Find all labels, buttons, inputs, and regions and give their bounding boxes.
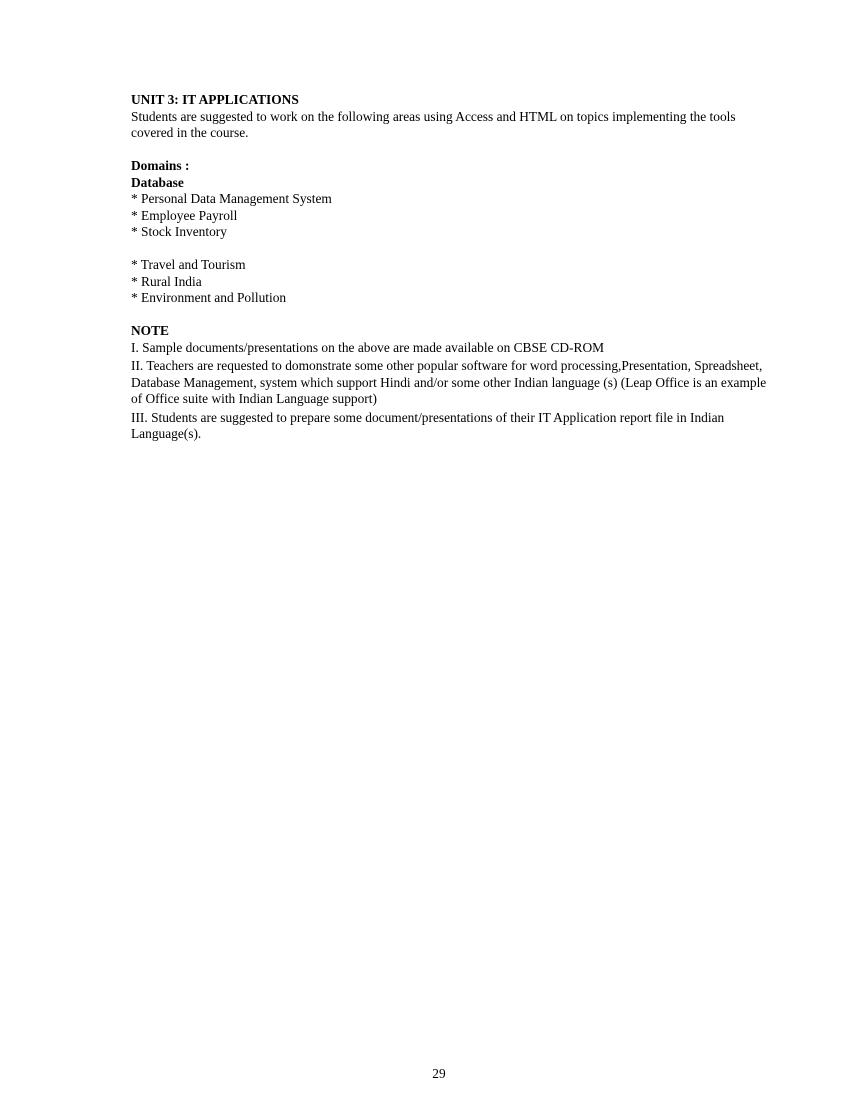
other-domains-list [131, 257, 771, 307]
note-item: II. Teachers are requested to domonstrate some other popular software for word processing,Presentation, Spreadsheet, Database Management, system which support Hindi and/or some other Indian language (s) (Leap Office is an example of Office suite with Indian Language support) [131, 358, 767, 406]
unit-title: UNIT 3: IT APPLICATIONS [131, 92, 299, 107]
list-item: * Personal Data Management System [131, 191, 332, 206]
note-label: NOTE [131, 323, 169, 338]
database-label: Database [131, 174, 184, 190]
note-item: III. Students are suggested to prepare some document/presentations of their IT Application report file in Indian Language(s). [131, 409, 725, 441]
spacer [131, 307, 771, 324]
spacer [131, 142, 771, 159]
domains-label: Domains : [131, 158, 190, 173]
list-item: * Stock Inventory [131, 224, 227, 239]
list-item: * Employee Payroll [131, 207, 238, 223]
spacer [131, 241, 771, 258]
note-item: I. Sample documents/presentations on the above are made available on CBSE CD-ROM [131, 339, 605, 355]
list-item: * Rural India [131, 273, 202, 289]
list-item: * Travel and Tourism [131, 257, 246, 272]
document-body [131, 92, 771, 445]
list-item: * Environment and Pollution [131, 290, 287, 305]
unit-intro: Students are suggested to work on the following areas using Access and HTML on topics implementing the tools covered in the course. [131, 108, 736, 140]
database-list [131, 191, 771, 241]
page-number: 29 [432, 1066, 446, 1081]
